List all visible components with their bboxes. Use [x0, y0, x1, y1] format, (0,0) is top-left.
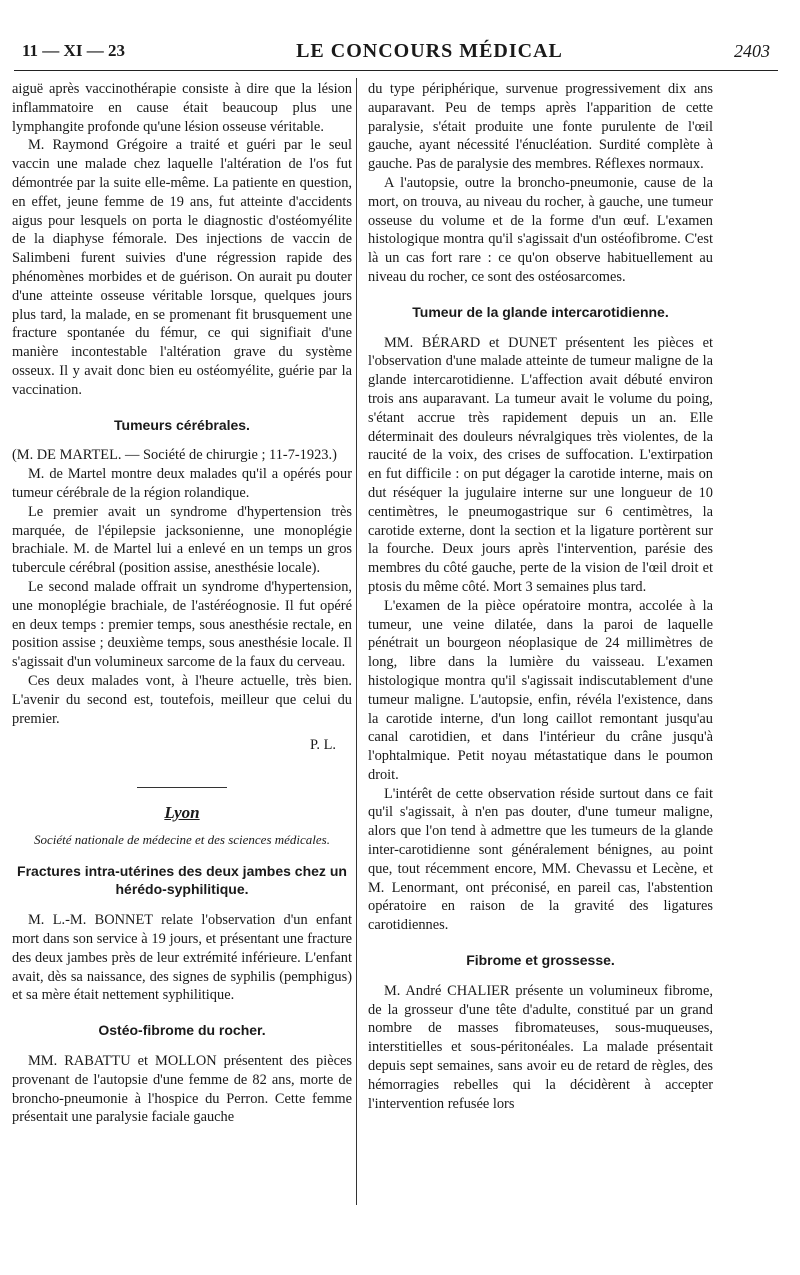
- paragraph: Ces deux malades vont, à l'heure actuelle, très bien. L'avenir du second est, toutefois, meilleur que celui du premier.: [12, 672, 352, 727]
- left-column: [12, 80, 352, 1127]
- paragraph: Le premier avait un syndrome d'hypertension très marquée, de l'épilepsie jacksonienne, une monoplégie brachiale. M. de Martel lui a enlevé en un temps un gros tubercule cérébral (position assise, anesthésie locale).: [12, 503, 352, 577]
- paragraph: M. André CHALIER présente un volumineux fibrome, de la grosseur d'une tête d'adulte, constitué par un grand nombre de masses fibromateuses, sous-muqueuses, interstitielles et sous-péritonéales. La malade présentait depuis sept semaines, sans avoir eu de retard de règles, des hémorragies rebelles qui la décidèrent à accepter l'intervention refusée lors: [368, 982, 713, 1112]
- paragraph: MM. RABATTU et MOLLON présentent des pièces provenant de l'autopsie d'une femme de 82 ans, morte de broncho-pneumonie à l'hospice du Perron. Cette femme présentait une paralysie faciale gauche: [12, 1053, 352, 1126]
- paragraph: MM. BÉRARD et DUNET présentent les pièces et l'observation d'une malade atteinte de tumeur maligne de la glande intercarotidienne. L'affection avait débuté environ trois ans auparavant. La tumeur avait le volume du poing, s'étant accrue très rapidement depuis un an. Elle déterminait des douleurs névralgiques très violentes, de la raucité de la voix, des crises de suffocation. L'extirpation en fut difficile : on put dégager la carotide interne, mais on dut réséquer la jugulaire interne sur une longueur de 10 centimètres, le pneumogastrique sur 6 centimètres, la carotide externe, dont la section et la ligature portèrent sur la fourche. Deux jours après l'intervention, parésie des membres du côté gauche, perte de la vision de l'œil droit et ptosis du même côté. Mort 3 semaines plus tard.: [368, 334, 713, 595]
- section-heading: Fractures intra-utérines des deux jambes chez un hérédo-syphilitique.: [17, 862, 347, 898]
- paragraph: M. de Martel montre deux malades qu'il a opérés pour tumeur cérébrale de la région rolandique.: [12, 466, 352, 501]
- column-divider: [356, 78, 357, 1205]
- signature: P. L.: [310, 737, 336, 754]
- header-rule: [14, 70, 778, 71]
- page-number: 2403: [734, 40, 770, 61]
- section-heading: Fibrome et grossesse.: [466, 952, 615, 969]
- section-heading: Tumeur de la glande intercarotidienne.: [412, 303, 669, 320]
- header-date: 11 — XI — 23: [22, 41, 125, 60]
- section-divider: [137, 787, 227, 788]
- paragraph: L'examen de la pièce opératoire montra, accolée à la tumeur, une veine dilatée, dans la paroi de laquelle pénétrait un bourgeon néoplasique de 24 millimètres de long, libre dans la lumière du vaisseau. L'examen histologique montra qu'il s'agissait indiscutablement d'une tumeur maligne. L'autopsie, enfin, révéla l'existence, dans la carotide interne, d'un long caillot remontant jusqu'au canal carotidien, et dans l'intérieur du crâne jusqu'à l'ophtalmique. Petit noyau métastatique dans le poumon droit.: [368, 597, 713, 783]
- journal-title: LE CONCOURS MÉDICAL: [296, 39, 563, 62]
- paragraph: aiguë après vaccinothérapie consiste à dire que la lésion inflammatoire en cause était beaucoup plus une lymphangite profonde qu'une lésion osseuse véritable.: [12, 81, 352, 135]
- society-name: Société nationale de médecine et des sciences médicales.: [34, 831, 330, 847]
- city-heading: Lyon: [164, 803, 200, 823]
- paragraph: du type périphérique, survenue progressivement dix ans auparavant. Peu de temps après l'apparition de cette paralysie, s'était produite une fonte purulente de l'œil gauche, ayant nécessité l'énucléation. Surdité complète à gauche. Pas de paralysie des membres. Réflexes normaux.: [368, 81, 713, 173]
- paragraph: M. L.-M. BONNET relate l'observation d'un enfant mort dans son service à 19 jours, et présentant une fracture des deux jambes près de leur extrémité inférieure. L'enfant avait, dès sa naissance, des signes de syphilis (pemphigus) et sa mère était nettement syphilitique.: [12, 912, 352, 1004]
- section-heading: Ostéo-fibrome du rocher.: [98, 1022, 266, 1039]
- paragraph: L'intérêt de cette observation réside surtout dans ce fait qu'il s'agissait, à n'en pas douter, d'une tumeur maligne, alors que l'on tend à admettre que les tumeurs de la glande inter-carotidienne sont généralement bénignes, au point que, tout récemment encore, MM. Chevassu et Lecène, et M. Lenormant, ont préconisé, en pareil cas, l'abstention opératoire en raison de la gravité des ligatures carotidiennes.: [368, 785, 713, 934]
- paragraph: Le second malade offrait un syndrome d'hypertension, une monoplégie brachiale, de l'astéréognosie. Il fut opéré en deux temps : premier temps, sous anesthésie rectale, en position assise ; deuxième temps, sous anesthésie locale. Il s'agissait d'un volumineux sarcome de la faux du cerveau.: [12, 578, 352, 671]
- reference-line: (M. DE MARTEL. — Société de chirurgie ; 11-7-1923.): [12, 447, 337, 464]
- paragraph: M. Raymond Grégoire a traité et guéri par le seul vaccin une malade chez laquelle l'altération de l'os fut démontrée par la suite elle-même. La patiente en question, en effet, jeune femme de 19 ans, fut atteinte d'accidents aigus pour lesquels on porta le diagnostic d'ostéomyélite de la diaphyse fémorale. Des injections de vaccin de Salimbeni furent suivies d'une régression rapide des phénomènes morbides et de guérison. On aurait pu douter d'une atteinte osseuse véritable lorsque, quelques jours plus tard, la malade, en se promenant fit brusquement une fracture spontanée du fémur, ce qui signifiait d'une manière incontestable l'altération grave du système osseux. Il y avait donc bien eu ostéomyélite, guérie par la vaccination.: [12, 137, 352, 398]
- section-heading: Tumeurs cérébrales.: [114, 416, 250, 433]
- right-column: [368, 80, 713, 1113]
- paragraph: A l'autopsie, outre la broncho-pneumonie, cause de la mort, on trouva, au niveau du rocher, à gauche, une tumeur osseuse du volume et de la forme d'un œuf. L'examen histologique montra qu'il s'agissait d'un ostéofibrome. C'est là un cas fort rare : ce qu'on observe habituellement au niveau du rocher, ce sont des ostéosarcomes.: [368, 174, 713, 285]
- page-header: [22, 38, 770, 64]
